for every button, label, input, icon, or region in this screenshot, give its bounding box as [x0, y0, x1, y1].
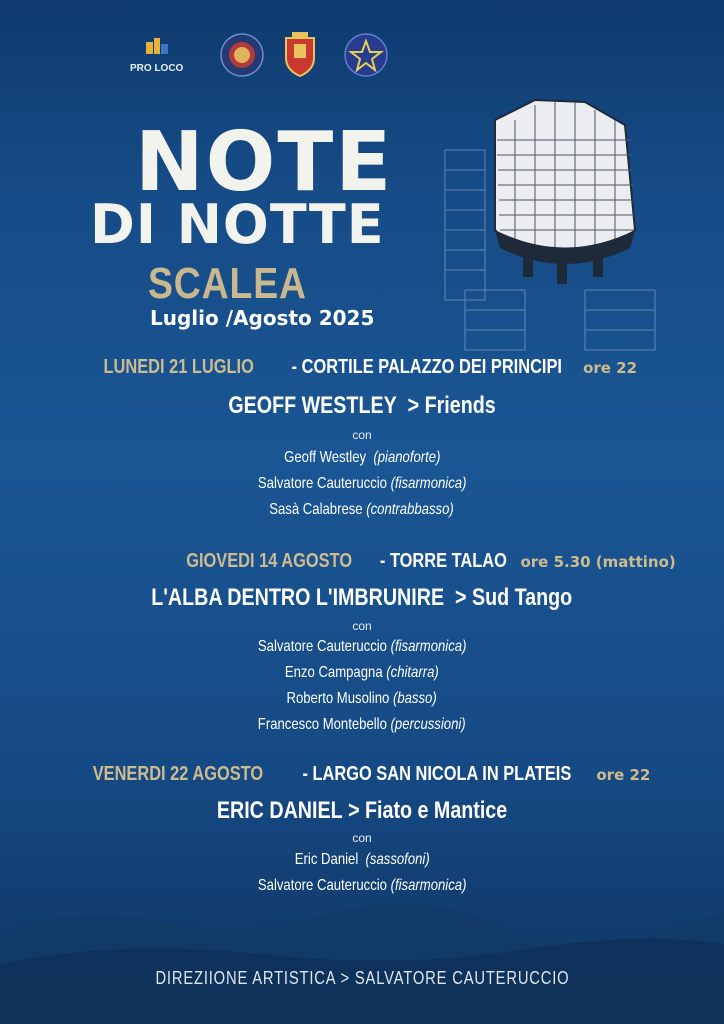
torre-talao-illustration [435, 90, 665, 360]
title-note: NOTE [135, 115, 394, 210]
event-1-performer-line [0, 392, 724, 420]
event-3-performer-line [0, 797, 724, 825]
event-2-venue: - TORRE TALAO [380, 550, 507, 572]
event-1-musician-1 [0, 449, 724, 467]
musician-instrument: (sassofoni) [365, 851, 430, 868]
event-2-performer: L'ALBA DENTRO L'IMBRUNIRE [151, 584, 445, 611]
event-2-musician-3 [0, 690, 724, 708]
sponsor-logos [130, 30, 400, 85]
event-2-musician-4 [0, 716, 724, 734]
hills-silhouette [0, 884, 724, 1024]
musician-instrument: (fisarmonica) [390, 638, 467, 655]
musician-name: Salvatore Cauteruccio [257, 638, 387, 655]
proloco-label: PRO LOCO [130, 63, 184, 74]
event-2-musician-1 [0, 638, 724, 656]
title-period: Luglio /Agosto 2025 [150, 306, 375, 330]
event-3-performer: ERIC DANIEL [216, 797, 343, 824]
event-1-header [0, 356, 724, 379]
musician-instrument: (fisarmonica) [390, 877, 467, 894]
musician-name: Sasà Calabrese [269, 501, 364, 518]
musician-instrument: (percussioni) [390, 716, 466, 733]
event-2-con: con [352, 619, 372, 633]
event-3-date: VENERDI 22 AGOSTO [92, 763, 263, 785]
event-1-musician-3 [0, 501, 724, 519]
event-1-musician-2 [0, 475, 724, 493]
event-2-date: GIOVEDI 14 AGOSTO [186, 550, 353, 572]
comune-crest-logo [280, 30, 320, 78]
musician-name: Salvatore Cauteruccio [257, 877, 387, 894]
banca-del-tempo-logo [220, 33, 264, 77]
event-3-con: con [352, 831, 372, 845]
event-2-time: ore 5.30 (mattino) [520, 553, 676, 571]
event-1-date: LUNEDI 21 LUGLIO [103, 356, 254, 378]
musician-instrument: (basso) [393, 690, 438, 707]
footer-text: DIREZIIONE ARTISTICA > SALVATORE CAUTERUCCIO [154, 968, 570, 988]
event-3-project: > Fiato e Mantice [348, 797, 508, 824]
event-3-time: ore 22 [596, 766, 651, 784]
event-1-performer: GEOFF WESTLEY [228, 392, 397, 419]
event-1-project: > Friends [407, 392, 496, 419]
event-1-con: con [352, 428, 372, 442]
title-city: SCALEA [148, 259, 307, 308]
musician-name: Enzo Campagna [285, 664, 383, 681]
proloco-logo [130, 30, 182, 80]
musician-name: Geoff Westley [283, 449, 366, 466]
musician-name: Francesco Montebello [258, 716, 388, 733]
footer-credit [0, 968, 724, 989]
musician-name: Eric Daniel [294, 851, 358, 868]
musician-instrument: (fisarmonica) [390, 475, 467, 492]
event-2-performer-line [0, 584, 724, 612]
musician-instrument: (pianoforte) [373, 449, 441, 466]
musician-instrument: (chitarra) [386, 664, 439, 681]
houses-icon [146, 38, 168, 54]
event-3-header [0, 763, 724, 786]
musician-instrument: (contrabbasso) [366, 501, 455, 518]
event-1-venue: - CORTILE PALAZZO DEI PRINCIPI [291, 356, 562, 378]
event-3-venue: - LARGO SAN NICOLA IN PLATEIS [302, 763, 572, 785]
event-2-project: > Sud Tango [455, 584, 573, 611]
event-3-musician-1 [0, 851, 724, 869]
title-di-notte: DI NOTTE [90, 193, 385, 256]
event-1-time: ore 22 [583, 359, 638, 377]
event-2-header [0, 550, 724, 573]
star-emblem-logo [344, 33, 388, 77]
event-2-musician-2 [0, 664, 724, 682]
musician-name: Salvatore Cauteruccio [257, 475, 387, 492]
musician-name: Roberto Musolino [286, 690, 390, 707]
